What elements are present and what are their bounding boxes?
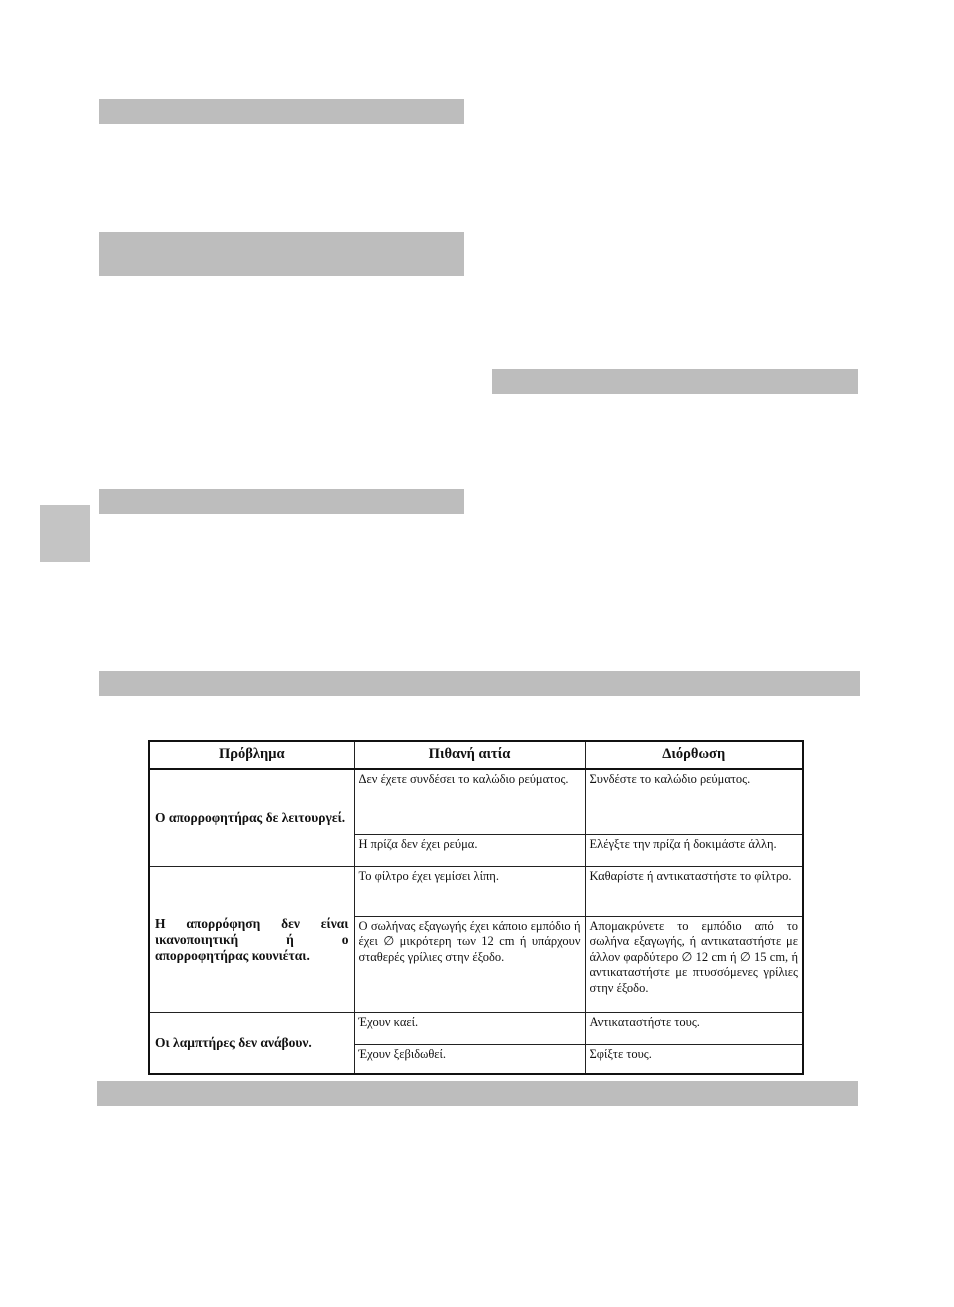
section-bar-bottom [97, 1081, 858, 1106]
cause-cell: Δεν έχετε συνδέσει το καλώδιο ρεύματος. [354, 769, 585, 834]
table-row [149, 866, 803, 916]
header-cause: Πιθανή αιτία [354, 741, 585, 769]
cause-cell: Έχουν καεί. [354, 1013, 585, 1045]
cause-cell: Έχουν ξεβιδωθεί. [354, 1045, 585, 1074]
solution-cell: Απομακρύνετε το εμπόδιο από το σωλήνα εξαγωγής, ή αντικαταστήστε με άλλον φαρδύτερο ∅ 12 cm ή ∅ 15 cm, ή αντικαταστήστε με πτυσσόμενες γρίλιες στην έξοδο. [585, 916, 803, 1012]
section-bar-1 [99, 99, 464, 124]
solution-cell: Αντικαταστήστε τους. [585, 1013, 803, 1045]
section-bar-2 [99, 232, 464, 276]
cause-cell: Η πρίζα δεν έχει ρεύμα. [354, 834, 585, 866]
cause-cell: Το φίλτρο έχει γεμίσει λίπη. [354, 866, 585, 916]
troubleshooting-table [148, 740, 804, 1075]
table-row [149, 1013, 803, 1045]
solution-cell: Σφίξτε τους. [585, 1045, 803, 1074]
solution-cell: Ελέγξτε την πρίζα ή δοκιμάστε άλλη. [585, 834, 803, 866]
troubleshooting-section-bar [99, 671, 860, 696]
problem-cell: Ο απορροφητήρας δε λειτουργεί. [149, 769, 354, 866]
table-row [149, 769, 803, 834]
header-problem: Πρόβλημα [149, 741, 354, 769]
language-side-tab [40, 505, 90, 562]
solution-cell: Συνδέστε το καλώδιο ρεύματος. [585, 769, 803, 834]
cause-cell: Ο σωλήνας εξαγωγής έχει κάποιο εμπόδιο ή έχει ∅ μικρότερη των 12 cm ή υπάρχουν σταθερές γρίλιες στην έξοδο. [354, 916, 585, 1012]
problem-cell: Η απορρόφηση δεν είναι ικανοποιητική ή ο απορροφητήρας κουνιέται. [149, 866, 354, 1012]
section-bar-3 [492, 369, 858, 394]
header-solution: Διόρθωση [585, 741, 803, 769]
table-header-row [149, 741, 803, 769]
solution-cell: Καθαρίστε ή αντικαταστήστε το φίλτρο. [585, 866, 803, 916]
section-bar-4 [99, 489, 464, 514]
problem-cell: Οι λαμπτήρες δεν ανάβουν. [149, 1013, 354, 1074]
